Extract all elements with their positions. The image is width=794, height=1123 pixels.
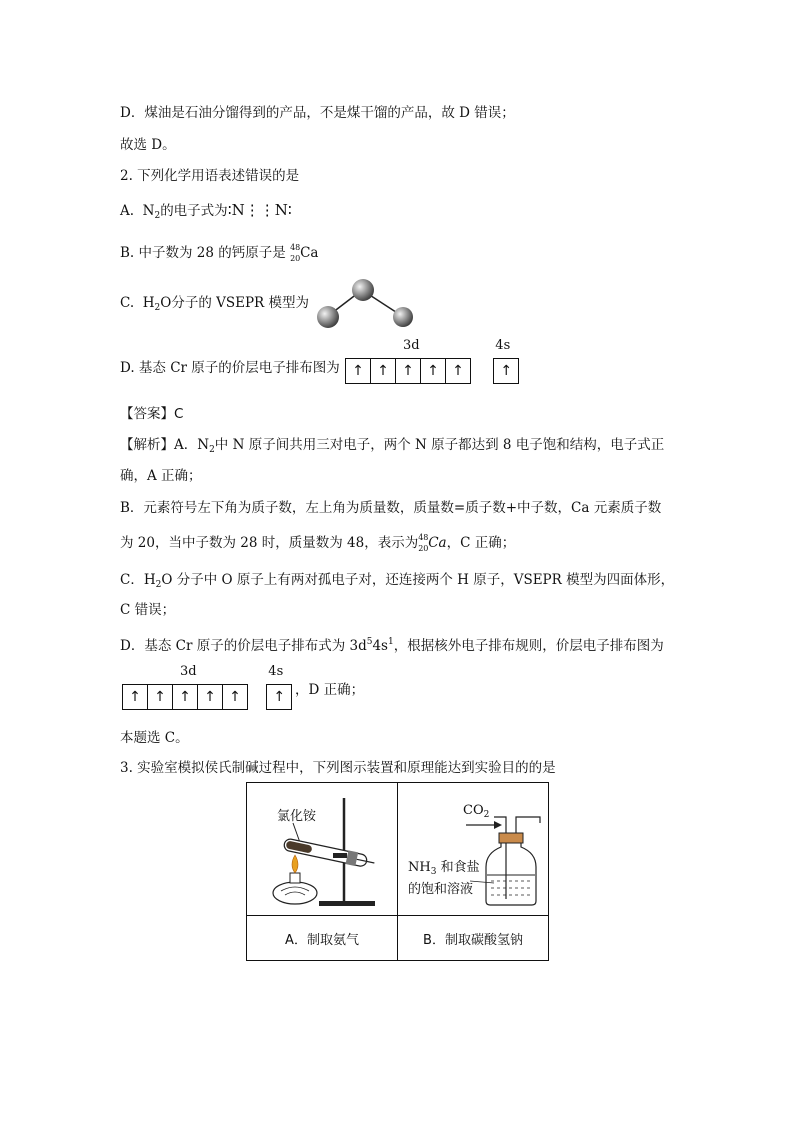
explanation-line: ，D 正确；: [295, 682, 365, 698]
nuclide-notation: 48 20: [418, 532, 429, 553]
electron-dot-formula: ∶N⋮⋮N∶: [227, 201, 292, 219]
option-c-text: 分子的 VSEPR 模型为: [171, 295, 310, 311]
explanation-line: C．$H_2O$ 分子中 O 原子上有两对孤电子对，还连接两个 H 原子，VSEPR 模型为四面体形，: [120, 572, 675, 590]
orbital-diagram-question: [345, 338, 519, 384]
experiment-table: [246, 782, 549, 961]
formula-n2: $N_2$: [142, 203, 161, 221]
caption-b: B．制取碳酸氢钠: [398, 916, 549, 961]
explanation-line: B．元素符号左下角为质子数，左上角为质量数，质量数=质子数+中子数，Ca 元素质子数: [120, 500, 662, 516]
figure-a: [247, 783, 398, 916]
option-a-prefix: A.: [120, 203, 135, 219]
explanation-line: 为 20，当中子数为 28 时，质量数为 48，表示为 48 20 Ca，C 正确；: [120, 532, 516, 553]
ammonium-chloride-label: 氯化铵: [277, 809, 317, 824]
orbital-3d: 3d ↑ ↑ ↑ ↑ ↑: [345, 358, 471, 384]
orbital-diagram-explanation: [122, 664, 292, 710]
orbital-4s: 4s ↑: [493, 358, 519, 384]
question-2-stem: 2. 下列化学用语表述错误的是: [120, 168, 300, 184]
nuclide-notation: 48 20: [290, 242, 301, 263]
bicarbonate-apparatus-image: [398, 783, 548, 915]
orbital-3d: 3d ↑ ↑ ↑ ↑ ↑: [122, 684, 248, 710]
formula-h2o: $H_2O$: [142, 295, 172, 313]
text-line: 故选 D。: [120, 137, 176, 153]
text-line: D．煤油是石油分馏得到的产品，不是煤干馏的产品，故 D 错误；: [120, 105, 515, 121]
option-a: [120, 200, 292, 226]
option-d: D. 基态 Cr 原子的价层电子排布图为: [120, 360, 340, 376]
answer: 【答案】C: [120, 406, 184, 422]
explanation-line: 【解析】A．$N_2$中 N 原子间共用三对电子，两个 N 原子都达到 8 电子饱和结构，电子式正: [120, 437, 665, 455]
explanation-line: 确，A 正确；: [120, 468, 202, 484]
option-c: C. $H_2O$分子的 VSEPR 模型为: [120, 295, 310, 313]
figure-b: [398, 783, 549, 916]
explanation-line: 本题选 C。: [120, 730, 189, 746]
option-b-text: B. 中子数为 28 的钙原子是: [120, 245, 286, 261]
co2-label: $CO_2$: [463, 803, 490, 820]
option-b: [120, 243, 318, 264]
calcium-symbol: Ca: [300, 245, 319, 261]
explanation-line: C 错误；: [120, 602, 176, 618]
question-3-stem: 3. 实验室模拟侯氏制碱过程中，下列图示装置和原理能达到实验目的的是: [120, 760, 556, 776]
solution-label: $NH_3$ 和食盐 的饱和溶液: [408, 860, 480, 897]
orbital-4s: 4s ↑: [266, 684, 292, 710]
caption-a: A．制取氨气: [247, 916, 398, 961]
explanation-line: D．基态 Cr 原子的价层电子排布式为 $3d^54s^1$，根据核外电子排布规则，价层电子排布图为: [120, 637, 664, 654]
option-a-text: 的电子式为: [160, 203, 228, 219]
vsepr-model-image: [312, 276, 417, 332]
ammonia-apparatus-image: [247, 783, 397, 915]
